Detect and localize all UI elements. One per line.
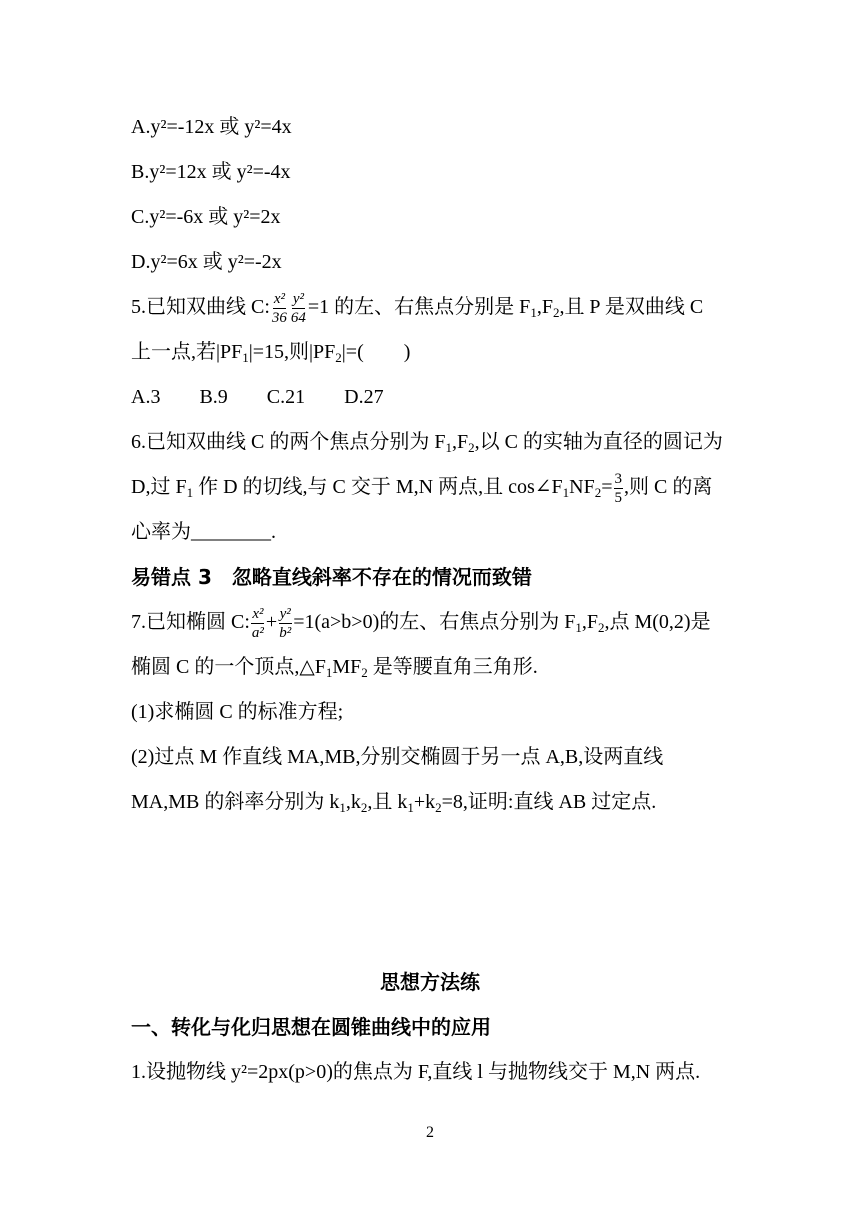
subscript: 2 <box>335 350 342 365</box>
fraction-3-over-5 <box>614 471 624 506</box>
q5-option-a: A.3 <box>131 386 161 408</box>
q6-stem-text: ,F <box>451 431 469 453</box>
q6-stem-line-1 <box>131 420 831 465</box>
q7-part-2-text: MA,MB 的斜率分别为 k <box>131 791 340 813</box>
subscript: 2 <box>361 665 368 680</box>
q5-stem-line-2 <box>131 330 831 375</box>
blank-space <box>131 825 831 960</box>
q5-stem-line-1 <box>131 285 831 330</box>
q5-stem-text: |=15,则|PF <box>248 341 336 363</box>
subscript: 1 <box>530 305 537 320</box>
fraction-denominator: b² <box>279 624 292 641</box>
fraction-numerator: 3 <box>614 470 622 487</box>
q7-stem-line-2 <box>131 645 831 690</box>
subscript: 1 <box>186 485 194 500</box>
q6-stem-line-2 <box>131 465 831 510</box>
subscript: 1 <box>445 440 452 455</box>
q7-part-2-line-1: (2)过点 M 作直线 MA,MB,分别交椭圆于另一点 A,B,设两直线 <box>131 746 664 768</box>
q7-stem-text: ,点 M(0,2)是 <box>604 611 711 633</box>
q5-stem-text: =1 的左、右焦点分别是 F <box>307 296 531 318</box>
q6-stem-text: ,以 C 的实轴为直径的圆记为 <box>474 431 723 453</box>
q4-option-a: A.y²=-12x 或 y²=4x <box>131 116 292 138</box>
q7-part-2-text: ,且 k <box>367 791 408 813</box>
subscript: 1 <box>407 800 414 815</box>
fraction-denominator: a² <box>251 624 264 641</box>
fraction-numerator: x² <box>252 605 264 622</box>
fraction-y2-over-b2 <box>278 606 292 641</box>
q7-stem-text: =1(a>b>0)的左、右焦点分别为 F <box>293 611 576 633</box>
error-point-heading <box>131 555 831 600</box>
q6-stem-text: NF <box>569 476 595 498</box>
fraction-numerator: y² <box>292 290 304 307</box>
error-point-label: 易错点 3 <box>131 565 212 589</box>
q7-part-2-text: ,k <box>345 791 361 813</box>
fraction-numerator: x² <box>273 290 285 307</box>
q6-stem-text: 6.已知双曲线 C 的两个焦点分别为 F <box>131 431 446 453</box>
subscript: 2 <box>594 485 602 500</box>
q5-stem-text: 上一点,若|PF <box>131 341 243 363</box>
q7-stem-text: 椭圆 C 的一个顶点,△F <box>131 656 326 678</box>
subscript: 1 <box>562 485 570 500</box>
q7-stem-text: 7.已知椭圆 C: <box>131 611 250 633</box>
q4-option-b: B.y²=12x 或 y²=-4x <box>131 161 291 183</box>
q7-part-1: (1)求椭圆 C 的标准方程; <box>131 701 344 723</box>
q5-stem-text: ,且 P 是双曲线 C <box>559 296 704 318</box>
q7-stem-line-1 <box>131 600 831 645</box>
q7-part-2-text: =8,证明:直线 AB 过定点. <box>441 791 657 813</box>
q7-part-2-text: +k <box>413 791 436 813</box>
subscript: 1 <box>339 800 346 815</box>
q6-stem-text: 作 D 的切线,与 C 交于 M,N 两点,且 cos∠F <box>193 476 563 498</box>
q5-option-b: B.9 <box>199 386 228 408</box>
subscript: 1 <box>242 350 249 365</box>
q6-stem-text: D,过 F <box>131 476 187 498</box>
fraction-numerator: y² <box>279 605 291 622</box>
q7-part-2-line-2 <box>131 780 831 825</box>
subscript: 1 <box>325 665 333 680</box>
q5-options <box>131 375 831 420</box>
q5-answer-blank: |=( ) <box>341 341 411 363</box>
q6-stem-line-3: 心率为________. <box>131 521 276 543</box>
q5-option-c: C.21 <box>266 386 306 408</box>
subscript: 2 <box>360 800 368 815</box>
q6-stem-text: ,则 C 的离 <box>624 476 713 498</box>
q7-stem-text: MF <box>332 656 362 678</box>
q7-stem-text: ,F <box>581 611 598 633</box>
page-number: 2 <box>426 1124 434 1141</box>
page-content <box>131 105 831 1095</box>
fraction-denominator: 5 <box>614 489 622 506</box>
fraction-denominator: 36 <box>271 309 287 326</box>
q5-stem-text: 5.已知双曲线 C: <box>131 296 270 318</box>
q7-stem-text: + <box>265 611 278 633</box>
section-q1-stem: 1.设抛物线 y²=2px(p>0)的焦点为 F,直线 l 与抛物线交于 M,N 两点. <box>131 1061 701 1083</box>
q4-option-c: C.y²=-6x 或 y²=2x <box>131 206 281 228</box>
error-point-title: 忽略直线斜率不存在的情况而致错 <box>231 565 532 589</box>
fraction-y2-over-64 <box>290 291 307 326</box>
subsection-heading: 一、转化与化归思想在圆锥曲线中的应用 <box>131 1015 491 1039</box>
subscript: 2 <box>597 620 605 635</box>
fraction-x2-over-a2 <box>251 606 265 641</box>
subscript: 2 <box>552 305 560 320</box>
q7-stem-text: 是等腰直角三角形. <box>367 656 538 678</box>
fraction-denominator: 64 <box>290 309 306 326</box>
q4-option-d: D.y²=6x 或 y²=-2x <box>131 251 282 273</box>
fraction-x2-over-36 <box>271 291 288 326</box>
subscript: 2 <box>435 800 442 815</box>
q5-stem-text: ,F <box>536 296 553 318</box>
subscript: 1 <box>575 620 582 635</box>
q5-option-d: D.27 <box>344 386 384 408</box>
q6-stem-text: = <box>601 476 613 498</box>
subscript: 2 <box>468 440 475 455</box>
section-title: 思想方法练 <box>380 970 480 994</box>
